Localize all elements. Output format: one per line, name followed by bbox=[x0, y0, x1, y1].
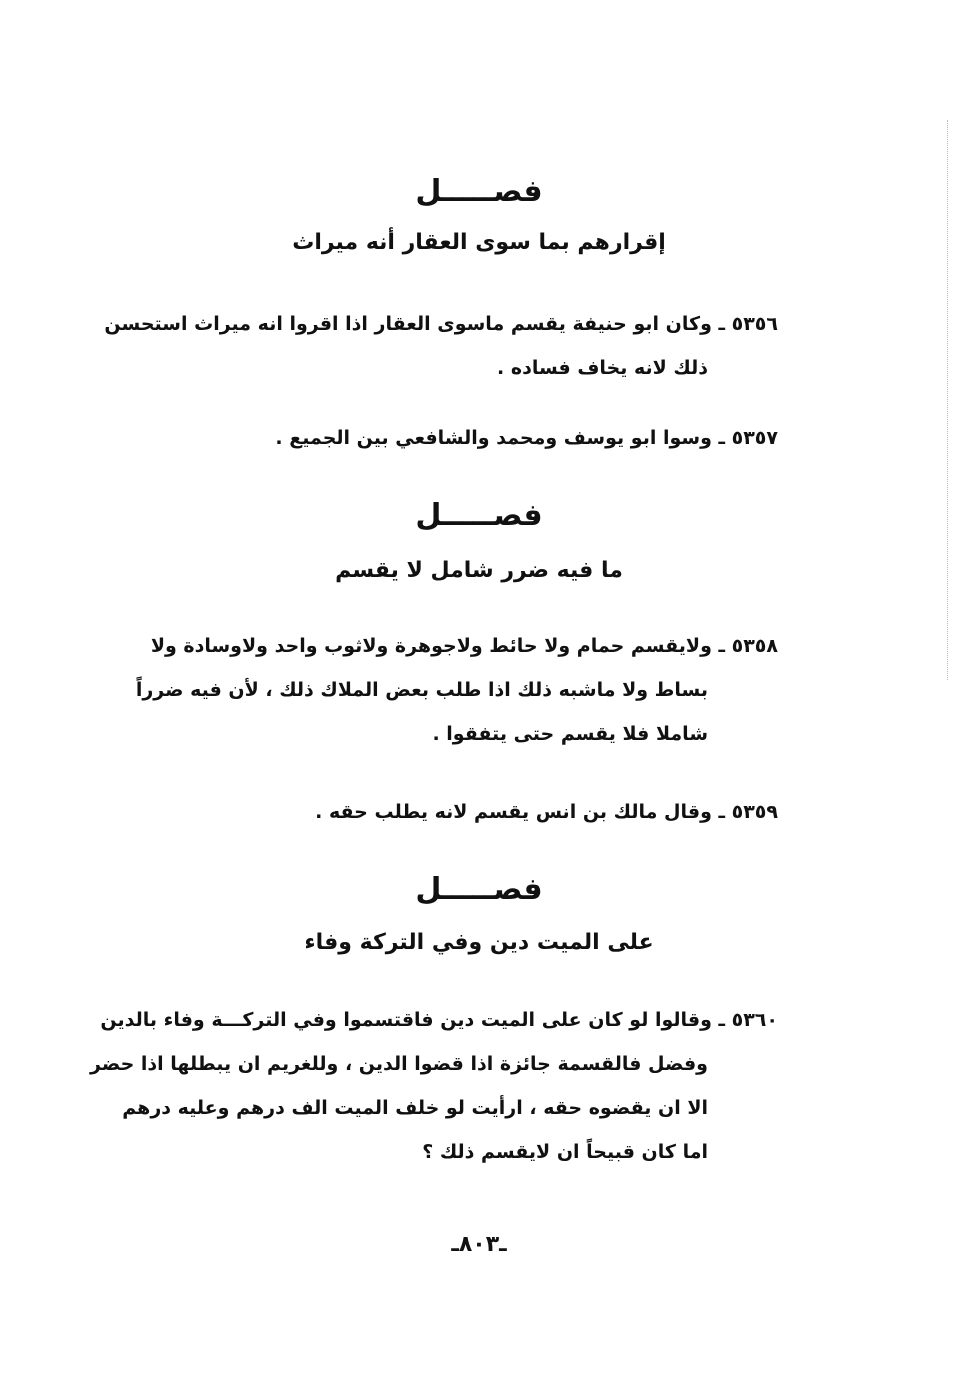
paragraph-5358 bbox=[135, 624, 778, 756]
paragraph-line: ٥٣٦٠ ـ وقالوا لو كان على الميت دين فاقتسموا وفي التركـــة وفاء بالدين bbox=[100, 1009, 778, 1031]
paragraph-line: شاملا فلا يقسم حتى يتفقوا . bbox=[432, 723, 708, 745]
paragraph-line: وفضل فالقسمة جائزة اذا قضوا الدين ، وللغريم ان يبطلها اذا حضر bbox=[90, 1053, 708, 1075]
paragraph-line: ٥٣٥٦ ـ وكان ابو حنيفة يقسم ماسوى العقار اذا اقروا انه ميراث استحسن bbox=[104, 313, 778, 335]
section-heading: فصـــــل bbox=[415, 174, 543, 209]
section-heading: فصـــــل bbox=[415, 872, 543, 907]
paragraph-5357 bbox=[158, 416, 778, 460]
paragraph-line: ٥٣٥٧ ـ وسوا ابو يوسف ومحمد والشافعي بين الجميع . bbox=[275, 427, 778, 449]
paragraph-line: ذلك لانه يخاف فساده . bbox=[497, 357, 708, 379]
section-subheading: على الميت دين وفي التركة وفاء bbox=[304, 930, 654, 955]
section-subheading: إقرارهم بما سوى العقار أنه ميراث bbox=[292, 230, 666, 255]
page-number: ـ٨٠٣ـ bbox=[451, 1232, 507, 1257]
paragraph-line: بساط ولا ماشبه ذلك اذا طلب بعض الملاك ذلك ، لأن فيه ضرراً bbox=[135, 679, 708, 701]
section-heading: فصـــــل bbox=[415, 498, 543, 533]
paragraph-line: اما كان قبيحاً ان لايقسم ذلك ؟ bbox=[422, 1141, 708, 1163]
paragraph-line: ٥٣٥٩ ـ وقال مالك بن انس يقسم لانه يطلب حقه . bbox=[315, 801, 778, 823]
paragraph-5360 bbox=[90, 998, 778, 1174]
paragraph-line: ٥٣٥٨ ـ ولايقسم حمام ولا حائط ولاجوهرة ولاثوب واحد ولاوسادة ولا bbox=[150, 635, 778, 657]
paragraph-line: الا ان يقضوه حقه ، ارأيت لو خلف الميت الف درهم وعليه درهم bbox=[122, 1097, 708, 1119]
section-subheading: ما فيه ضرر شامل لا يقسم bbox=[335, 558, 623, 583]
paragraph-5359 bbox=[158, 790, 778, 834]
paragraph-5356 bbox=[104, 302, 778, 390]
